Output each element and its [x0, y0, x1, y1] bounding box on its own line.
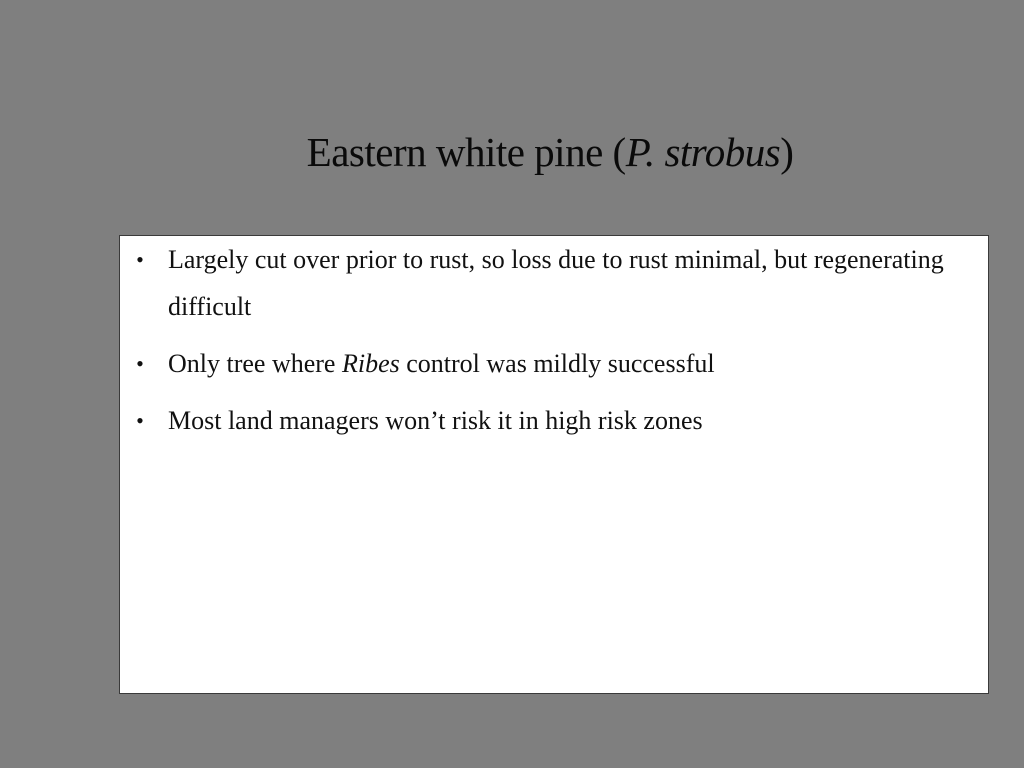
bullet-item [120, 236, 988, 330]
bullet-item [120, 340, 988, 387]
title-text: Eastern white pine ( [306, 129, 626, 175]
bullet-icon: • [136, 351, 144, 376]
bullet-text: Largely cut over prior to rust, so loss due to rust minimal, but regenerating difficult [168, 245, 944, 321]
content-box [119, 235, 989, 694]
bullet-icon: • [136, 408, 144, 433]
bullet-icon: • [136, 247, 144, 272]
bullet-text: Only tree where [168, 349, 342, 378]
bullet-text-italic: Ribes [341, 349, 400, 378]
bullet-list [120, 236, 988, 454]
bullet-text: control was mildly successful [399, 349, 715, 378]
bullet-item [120, 397, 988, 444]
title-suffix: ) [780, 129, 794, 175]
slide-title [120, 128, 980, 176]
title-italic: P. strobus [625, 129, 781, 175]
bullet-text: Most land managers won’t risk it in high risk zones [168, 406, 703, 435]
